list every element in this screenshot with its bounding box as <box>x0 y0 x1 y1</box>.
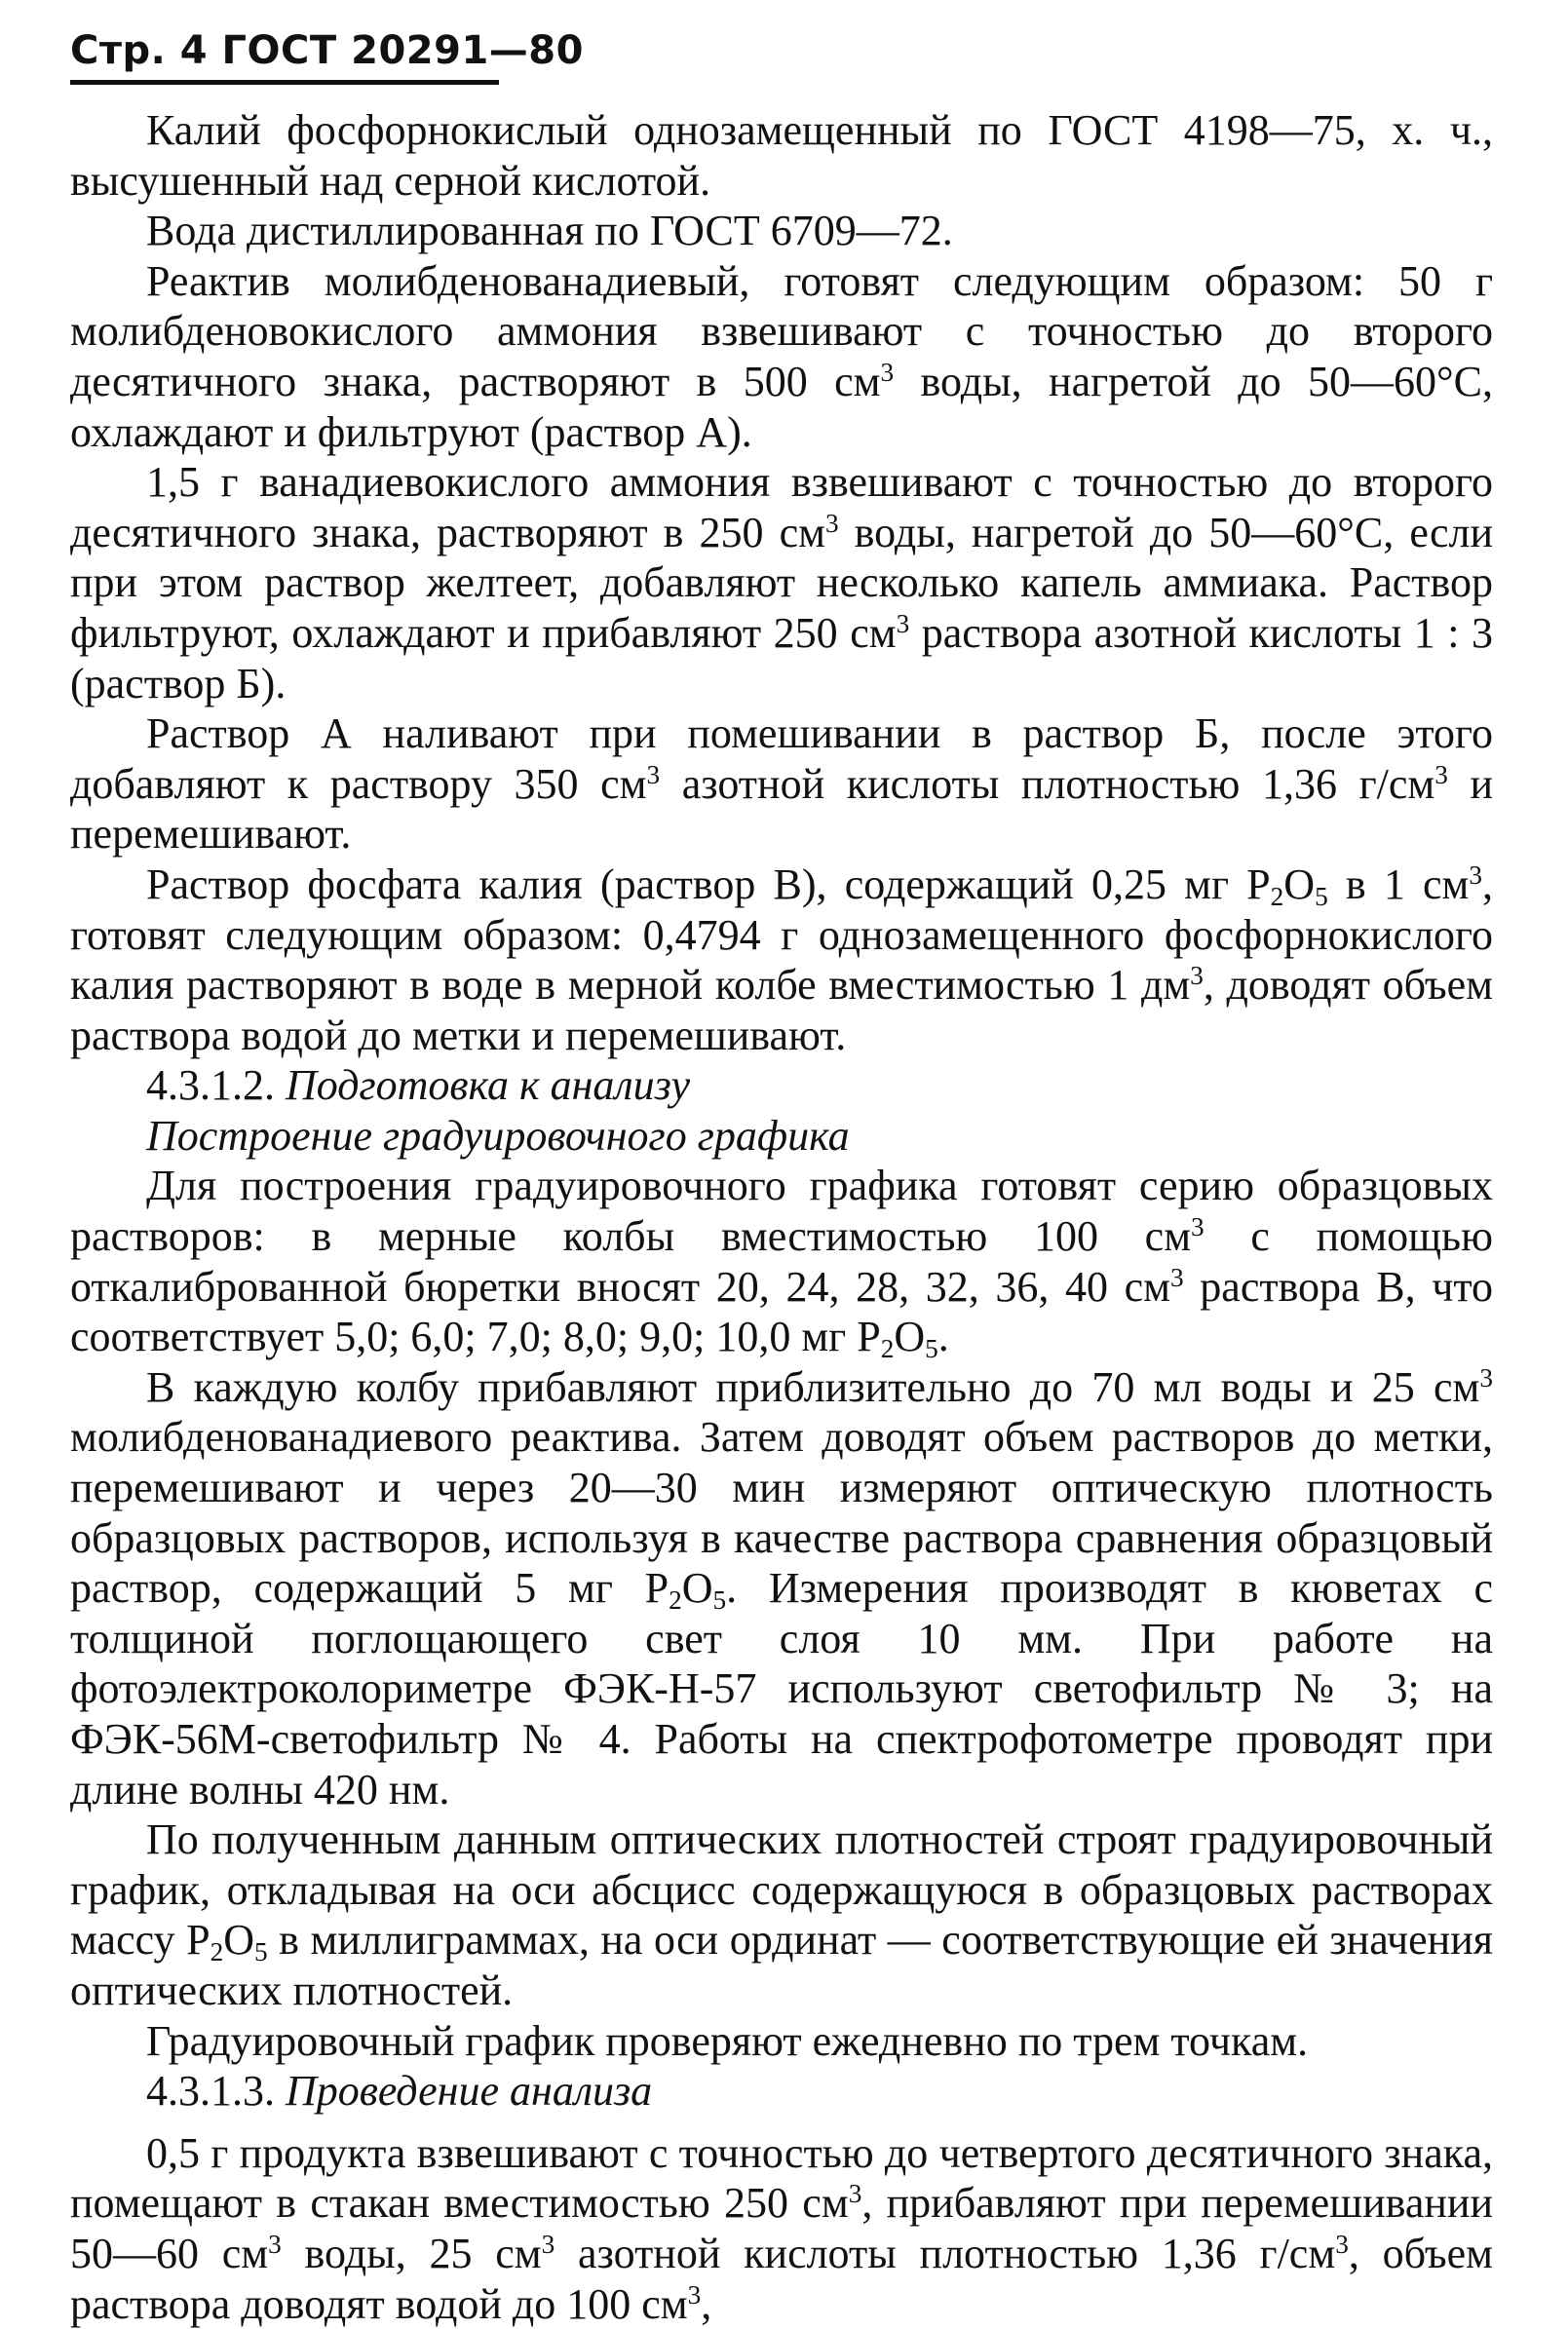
paragraph-flask-measurement: В каждую колбу прибавляют приблизительно до 70 мл воды и 25 $см^3$ молибденованадиевого реактива. Затем доводят объем растворов до метки, перемешивают и через 20—30 мин измеряют оптическую плотность образцовых растворов, используя в качестве раствора сравнения образцовый раствор, содержащий 5 мг $P_2O_5$. Измерения производят в кюветах с толщиной поглощающего свет слоя 10 мм. При работе на фотоэлектроколориметре ФЭК-Н-57 используют светофильтр № 3; на ФЭК-56М-светофильтр № 4. Работы на спектрофотометре проводят при длине волны 420 нм. <box>70 1362 1493 1814</box>
paragraph-mixing: Раствор А наливают при помешивании в раствор Б, после этого добавляют к раствору 350 $см^3$ азотной кислоты плотностью 1,36 $г/см^3$ и перемешивают. <box>70 709 1494 859</box>
header-rule <box>70 80 499 85</box>
paragraph-reagent-preparation: Реактив молибденованадиевый, готовят следующим образом: 50 г молибденовокислого аммония взвешивают с точностью до второго десятичного знака, растворяют в 500 $см^3$ воды, нагретой до 50—60°С, охлаждают и фильтруют (раствор А). <box>70 256 1494 456</box>
paragraph-daily-check: Градуировочный график проверяют ежедневно по трем точкам. <box>146 2016 1309 2065</box>
paragraph-potassium-phosphate: Калий фосфорнокислый однозамещенный по ГОСТ 4198—75, х. ч., высушенный над серной кислотой. <box>70 106 1493 205</box>
section-heading-4-3-1-3: 4.3.1.3. Проведение анализа <box>146 2067 653 2116</box>
document-body <box>70 105 1493 2329</box>
paragraph-distilled-water: Вода дистиллированная по ГОСТ 6709—72. <box>146 207 953 255</box>
paragraph-phosphate-solution: Раствор фосфата калия (раствор В), содержащий 0,25 мг $P_2O_5$ в 1 $см^3$, готовят следующим образом: 0,4794 г однозамещенного фосфорнокислого калия растворяют в воде в мерной колбе вместимостью 1 $дм^3$, доводят объем раствора водой до метки и перемешивают. <box>70 859 1494 1059</box>
paragraph-analysis-procedure: 0,5 г продукта взвешивают с точностью до четвертого десятичного знака, помещают в стакан вместимостью 250 $см^3$, прибавляют при перемешивании 50—60 $см^3$ воды, 25 $см^3$ азотной кислоты плотностью 1,36 $г/см^3$, объем раствора доводят водой до 100 $см^3$, <box>70 2128 1494 2328</box>
paragraph-calibration-graph: По полученным данным оптических плотностей строят градуировочный график, откладывая на оси абсцисс содержащуюся в образцовых растворах массу $P_2O_5$ в миллиграммах, на оси ординат — соответствующие ей значения оптических плотностей. <box>70 1815 1493 2014</box>
paragraph-calibration-series: Для построения градуировочного графика готовят серию образцовых растворов: в мерные колбы вместимостью 100 $см^3$ с помощью откалиброванной бюретки вносят 20, 24, 28, 32, 36, 40 $см^3$ раствора В, что соответствует 5,0; 6,0; 7,0; 8,0; 9,0; 10,0 мг $P_2O_5$. <box>70 1162 1493 1364</box>
paragraph-ammonium-vanadate: 1,5 г ванадиевокислого аммония взвешивают с точностью до второго десятичного знака, растворяют в 250 $см^3$ воды, нагретой до 50—60°С, если при этом раствор желтеет, добавляют несколько капель аммиака. Раствор фильтруют, охлаждают и прибавляют 250 $см^3$ раствора азотной кислоты 1 : 3 (раствор Б). <box>70 458 1493 707</box>
section-heading-4-3-1-2: 4.3.1.2. Подготовка к анализу <box>146 1061 690 1110</box>
spacer <box>70 2117 1493 2128</box>
page-header: Стр. 4 ГОСТ 20291—80 <box>70 28 584 73</box>
section-subheading-calibration: Построение градуировочного графика <box>146 1111 850 1160</box>
